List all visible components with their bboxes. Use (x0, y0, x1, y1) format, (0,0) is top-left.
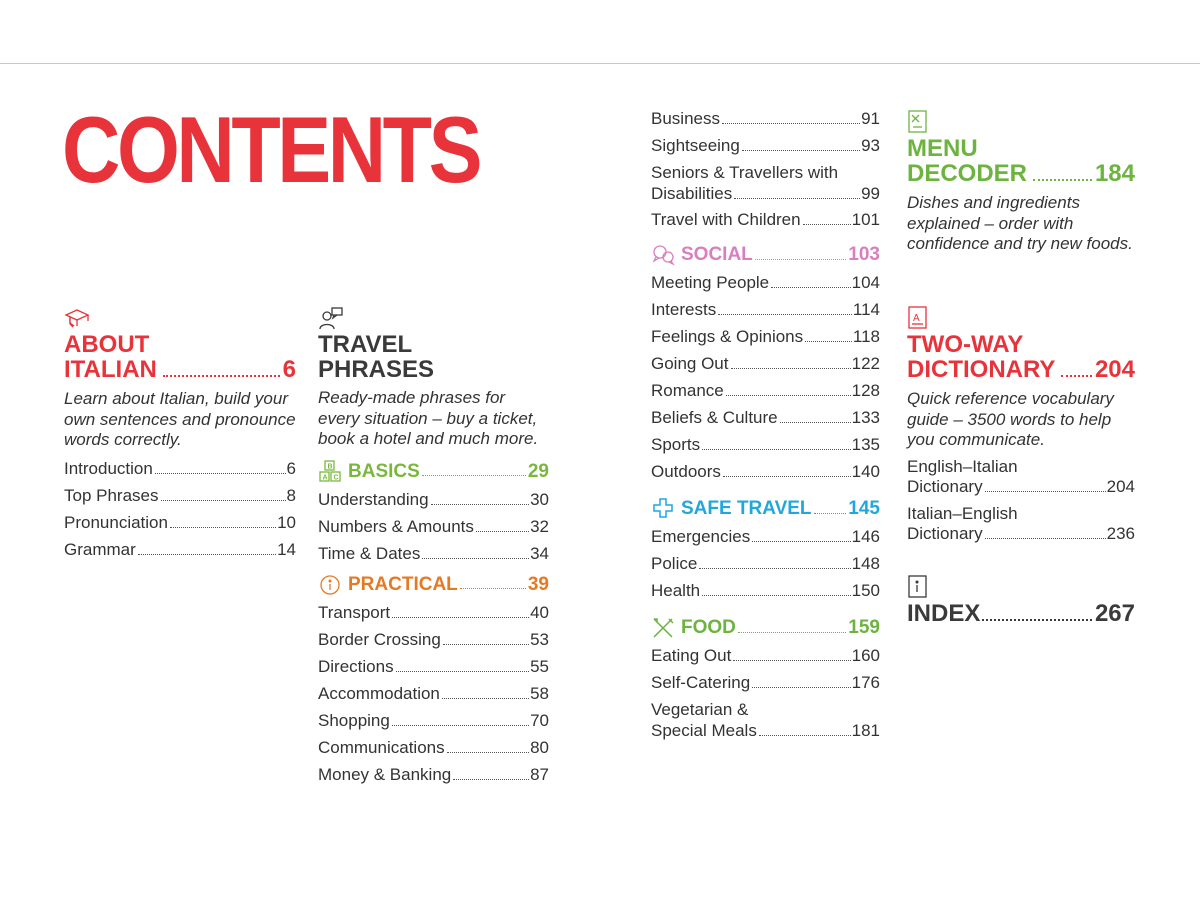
toc-entry[interactable]: Beliefs & Culture 133 (651, 408, 880, 427)
social-heading[interactable]: SOCIAL 103 (651, 241, 880, 269)
about-description: Learn about Italian, build your own sentences and pronounce words correctly. (64, 389, 296, 449)
svg-text:C: C (333, 474, 339, 481)
toc-entry[interactable]: Introduction 6 (64, 458, 296, 478)
toc-entry[interactable]: English–Italian Dictionary 204 (907, 456, 1135, 496)
top-rule (0, 63, 1200, 64)
toc-entry[interactable]: Emergencies 146 (651, 527, 880, 546)
toc-entry[interactable]: Seniors & Travellers with Disabilities 99 (651, 163, 880, 203)
travel-phrases-heading: TRAVEL PHRASES (318, 331, 435, 383)
toc-entry[interactable]: Italian–English Dictionary 236 (907, 503, 1135, 543)
cross-plus-icon (651, 497, 677, 521)
safe-travel-heading[interactable]: SAFE TRAVEL 145 (651, 495, 880, 523)
index-heading[interactable]: INDEX 267 (907, 600, 1135, 627)
toc-entry[interactable]: Grammar 14 (64, 539, 296, 559)
graduation-cap-icon (64, 306, 90, 330)
abc-blocks-icon (318, 460, 344, 484)
toc-entry[interactable]: Transport 40 (318, 602, 549, 622)
info-circle-icon (318, 573, 344, 597)
svg-text:A: A (913, 313, 920, 324)
column-three (651, 105, 880, 741)
svg-text:A: A (322, 474, 328, 481)
dictionary-book-icon (907, 306, 933, 330)
leader-dots (1033, 179, 1092, 181)
leader-dots (982, 619, 1092, 621)
dictionary-section (907, 306, 1135, 545)
toc-entry[interactable]: Interests 114 (651, 300, 880, 319)
leader-dots (1061, 375, 1092, 377)
toc-entry[interactable]: Travel with Children 101 (651, 210, 880, 229)
toc-entry[interactable]: Pronunciation 10 (64, 512, 296, 532)
person-speech-icon (318, 306, 344, 330)
basics-heading[interactable]: B A C BASICS 29 (318, 458, 549, 486)
page-title: CONTENTS (62, 97, 480, 202)
toc-entry[interactable]: Understanding 30 (318, 489, 549, 509)
toc-entry[interactable]: Directions 55 (318, 656, 549, 676)
toc-entry[interactable]: Going Out 122 (651, 354, 880, 373)
toc-entry[interactable]: Sightseeing 93 (651, 136, 880, 155)
toc-entry[interactable]: Border Crossing 53 (318, 629, 549, 649)
travel-phrases-section (318, 306, 549, 788)
toc-entry[interactable]: Accommodation 58 (318, 683, 549, 703)
toc-entry[interactable]: Communications 80 (318, 737, 549, 757)
page-number: 6 (282, 356, 296, 383)
speech-bubbles-icon (651, 243, 677, 267)
toc-entry[interactable]: Eating Out 160 (651, 646, 880, 665)
menu-description: Dishes and ingredients explained – order with confidence and try new foods. (907, 193, 1133, 253)
index-book-icon (907, 575, 933, 599)
toc-entry[interactable]: Top Phrases 8 (64, 485, 296, 505)
practical-heading[interactable]: PRACTICAL 39 (318, 571, 549, 599)
toc-entry[interactable]: Vegetarian & Special Meals 181 (651, 700, 880, 740)
toc-entry[interactable]: Self-Catering 176 (651, 673, 880, 692)
leader-dots (163, 375, 280, 377)
dictionary-heading[interactable]: TWO-WAY DICTIONARY 204 (907, 331, 1135, 383)
toc-entry[interactable]: Numbers & Amounts 32 (318, 516, 549, 536)
toc-entry[interactable]: Health 150 (651, 581, 880, 600)
travel-description: Ready-made phrases for every situation – buy a ticket, book a hotel and much more. (318, 388, 539, 448)
about-italian-section (64, 306, 296, 563)
index-section (907, 575, 1135, 627)
toc-entry[interactable]: Money & Banking 87 (318, 764, 549, 784)
menu-card-icon (907, 110, 933, 134)
menu-decoder-section (907, 110, 1135, 255)
menu-decoder-heading[interactable]: MENU DECODER 184 (907, 135, 1135, 187)
toc-entry[interactable]: Time & Dates 34 (318, 543, 549, 563)
toc-entry[interactable]: Business 91 (651, 109, 880, 128)
toc-entry[interactable]: Feelings & Opinions 118 (651, 327, 880, 346)
food-heading[interactable]: FOOD 159 (651, 614, 880, 642)
toc-entry[interactable]: Outdoors 140 (651, 462, 880, 481)
toc-entry[interactable]: Romance 128 (651, 381, 880, 400)
svg-text:B: B (327, 463, 333, 470)
dictionary-description: Quick reference vocabulary guide – 3500 words to help you communicate. (907, 389, 1114, 449)
toc-entry[interactable]: Police 148 (651, 554, 880, 573)
about-italian-heading[interactable]: ABOUT ITALIAN 6 (64, 331, 296, 383)
toc-entry[interactable]: Meeting People 104 (651, 273, 880, 292)
fork-knife-icon (651, 616, 677, 640)
toc-entry[interactable]: Shopping 70 (318, 710, 549, 730)
toc-entry[interactable]: Sports 135 (651, 435, 880, 454)
